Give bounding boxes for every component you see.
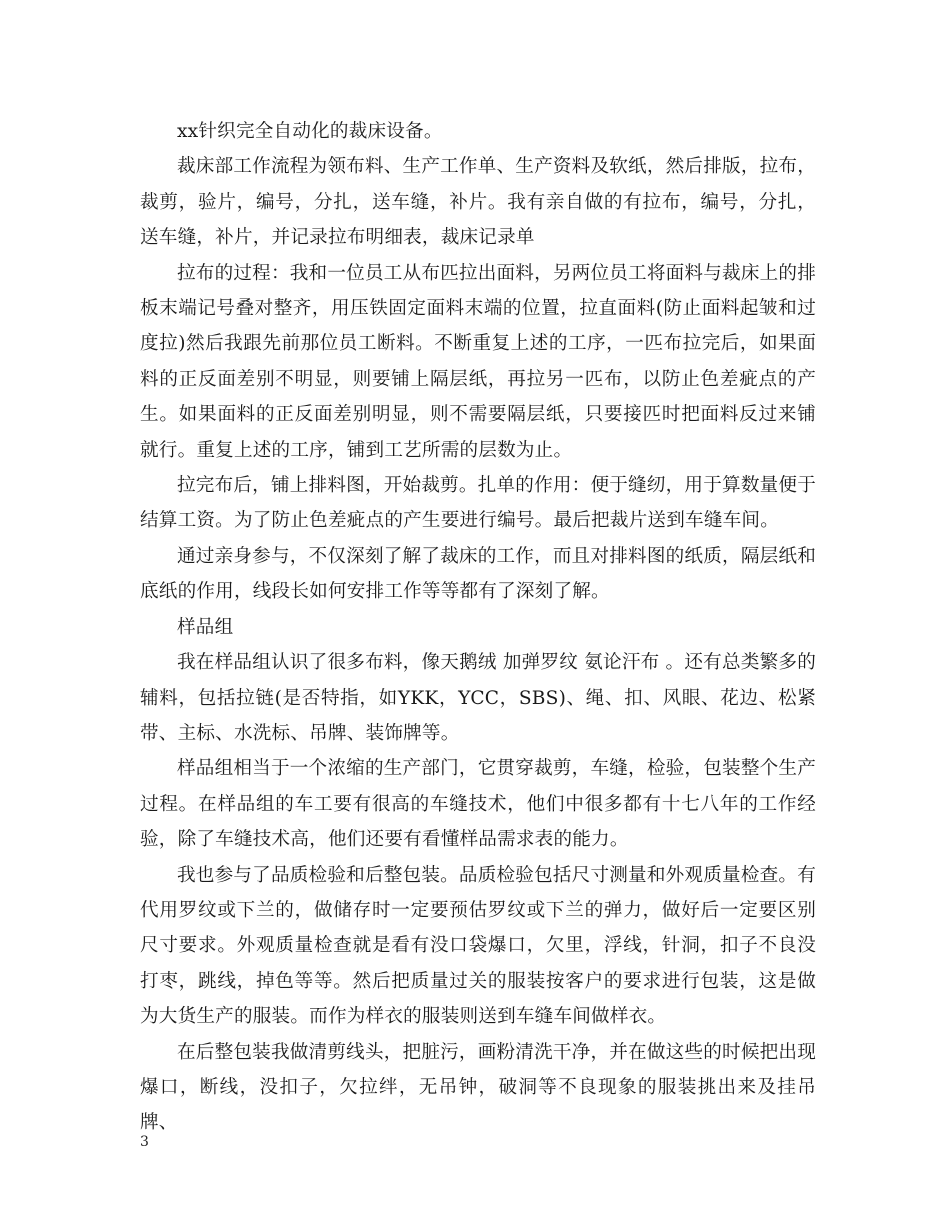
paragraph-cutting-workflow: 裁床部工作流程为领布料、生产工作单、生产资料及软纸，然后排版，拉布，裁剪，验片，编号，分扎，送车缝，补片。我有亲自做的有拉布，编号，分扎，送车缝，补片，并记录拉布明细表，裁床记录单 bbox=[140, 156, 816, 249]
paragraph-fabrics: 我在样品组认识了很多布料，像天鹅绒 加弹罗纹 氨论汗布 。还有总类繁多的辅料，包括拉链(是否特指，如YKK，YCC，SBS)、绳、扣、风眼、花边、松紧带、主标、水洗标、吊牌、装饰牌等。 bbox=[140, 652, 816, 744]
document-body bbox=[140, 114, 816, 1141]
paragraph-sample-group: 样品组相当于一个浓缩的生产部门，它贯穿裁剪，车缝，检验，包装整个生产过程。在样品组的车工要有很高的车缝技术，他们中很多都有十七八年的工作经验，除了车缝技术高，他们还要有看懂样品需求表的能力。 bbox=[140, 758, 816, 851]
paragraph-quality-inspection: 我也参与了品质检验和后整包装。品质检验包括尺寸测量和外观质量检查。有代用罗纹或下兰的，做储存时一定要预估罗纹或下兰的弹力，做好后一定要区别尺寸要求。外观质量检查就是看有没口袋爆口，欠里，浮线，针洞，扣子不良没打枣，跳线，掉色等等。然后把质量过关的服装按客户的要求进行包装，这是做为大货生产的服装。而作为样衣的服装则送到车缝车间做样衣。 bbox=[140, 864, 816, 1028]
paragraph-finishing-packaging: 在后整包装我做清剪线头，把脏污，画粉清洗干净，并在做这些的时候把出现爆口，断线，没扣子，欠拉绊，无吊钟，破洞等不良现象的服装挑出来及挂吊牌、 bbox=[140, 1041, 816, 1134]
page-number: 3 bbox=[140, 1134, 149, 1150]
paragraph-reflection: 通过亲身参与，不仅深刻了解了裁床的工作，而且对排料图的纸质，隔层纸和底纸的作用，线段长如何安排工作等等都有了深刻了解。 bbox=[140, 545, 816, 603]
paragraph-spreading-process: 拉布的过程：我和一位员工从布匹拉出面料，另两位员工将面料与裁床上的排板末端记号叠对整齐，用压铁固定面料末端的位置，拉直面料(防止面料起皱和过度拉)然后我跟先前那位员工断料。不断重复上述的工序，一匹布拉完后，如果面料的正反面差别不明显，则要铺上隔层纸，再拉另一匹布，以防止色差疵点的产生。如果面料的正反面差别明显，则不需要隔层纸，只要接匹时把面料反过来铺就行。重复上述的工序，铺到工艺所需的层数为止。 bbox=[140, 262, 816, 461]
paragraph-cutting: 拉完布后，铺上排料图，开始裁剪。扎单的作用：便于缝纫，用于算数量便于结算工资。为了防止色差疵点的产生要进行编号。最后把裁片送到车缝车间。 bbox=[140, 475, 816, 532]
section-heading-sample-group: 样品组 bbox=[177, 616, 234, 638]
paragraph-intro: xx针织完全自动化的裁床设备。 bbox=[177, 121, 443, 142]
